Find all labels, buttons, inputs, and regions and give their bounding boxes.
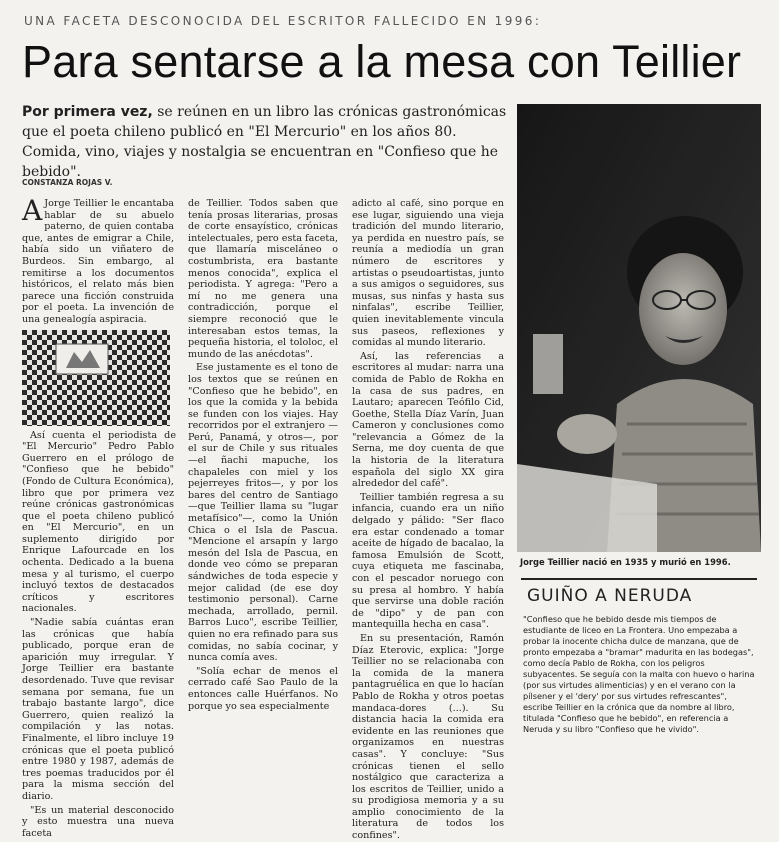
- paragraph: "Nadie sabía cuántas eran las crónicas que había publicado, porque eran de aparición muy irregular. Y Jorge Teillier era bastante desordenado. Tuve que revisar semana por semana, fue un trabajo bastante largo", dice Guerrero, quien realizó la compilación y las notas. Finalmente, el libro incluye 19 crónicas que el poeta publicó entre 1980 y 1987, además de tres poemas traducidos por él para la misma sección del diario.: [22, 617, 174, 802]
- sidebar-title: GUIÑO A NERUDA: [527, 586, 693, 606]
- article-kicker: UNA FACETA DESCONOCIDA DEL ESCRITOR FALLECIDO EN 1996:: [24, 14, 542, 28]
- paragraph: adicto al café, sino porque en ese lugar, siguiendo una vieja tradición del mundo literario, ya perdida en nuestro país, se reunía a mediodía un gran número de escritores y artistas o pseudoartistas, junto a sus amigos o seguidores, sus musas, sus ninfas y hasta sus ninfalas", escribe Teillier, quien inevitablemente vincula sus paseos, reflexiones y comidas al mundo literario.: [352, 198, 504, 349]
- photo-caption: Jorge Teillier nació en 1935 y murió en 1996.: [520, 557, 731, 567]
- paragraph: [22, 194, 174, 326]
- drop-cap: A: [22, 194, 43, 227]
- sidebar-body: "Confieso que he bebido desde mis tiempos de estudiante de liceo en La Frontera. Uno empezaba a probar la inocente chicha dulce de manzana, que de pronto empezaba a "bramar" madurita en las bodegas", como decía Pablo de Rokha, con los peligros subyacentes. Se seguía con la malta con huevo o harina (por sus virtudes alimenticias) y en el verano con la pílsener y el 'dery' por sus virtudes refrescantes", escribe Teillier en la crónica que da nombre al libro, titulada "Confieso que he bebido", en referencia a Neruda y su libro "Confieso que he vivido".: [523, 614, 755, 734]
- paragraph: "Solía echar de menos el cerrado café Sao Paulo de la entonces calle Huérfanos. No porque yo sea especialmente: [188, 665, 338, 712]
- deck-lead-rest: se reúnen en un libro las crónicas gastronómicas que el poeta chileno publicó en "El Mercurio" en los años 80. Comida, vino, viajes y nostalgia se encuentran en "Confieso que he bebido".: [22, 104, 507, 180]
- sidebar-box: [521, 578, 757, 794]
- article-deck: [22, 102, 512, 182]
- paragraph: [22, 328, 174, 616]
- paragraph: En su presentación, Ramón Díaz Eterovic, explica: "Jorge Teillier no se relacionaba con la comida de la manera pantagruélica en que lo hacían Pablo de Rokha y otros poetas mandaca-dores (...). Su distancia hacia la comida era evidente en las reuniones que organizamos en nuestras casas". Y concluye: "Sus crónicas tienen el sello nostálgico que caracteriza a los escritos de Teillier, unido a su prodigiosa memoria y a su amplio conocimiento de la literatura de todos los confines".: [352, 632, 504, 842]
- paragraph: "Es un material desconocido y esto muestra una nueva faceta: [22, 804, 174, 839]
- paragraph: Así, las referencias a escritores al mudar: narra una comida de Pablo de Rokha en la casa de sus padres, en Lautaro; aparecen Teófilo Cid, Goethe, Stella Díaz Varín, Juan Cameron y conclusiones como "relevancia a Gómez de la Serna, me doy cuenta de que la historia de la literatura española del siglo XX gira alrededor del café".: [352, 350, 504, 490]
- byline: CONSTANZA ROJAS V.: [22, 178, 113, 187]
- text-column-2: [188, 198, 338, 780]
- book-cover-image: [22, 330, 170, 426]
- text-column-3: [352, 198, 504, 842]
- paragraph: Teillier también regresa a su infancia, cuando era un niño delgado y pálido: "Ser flaco era estar condenado a tomar aceite de hígado de bacalao, la famosa Emulsión de Scott, cuya etiqueta me fascinaba, con el pescador noruego con su presa al hombro. Y había que servirse una doble ración de "dipo" y de pan con mantequilla hecha en casa".: [352, 491, 504, 631]
- paragraph-text: Así cuenta el periodista de "El Mercurio" Pedro Pablo Guerrero en el prólogo de "Confieso que he bebido" (Fondo de Cultura Económica), libro que por primera vez reúne crónicas gastronómicas que el poeta chileno publicó en "El Mercurio", en un suplemento dirigido por Enrique Lafourcade en los ochenta. Dedicado a la buena mesa y al turismo, el cuerpo incluyó textos de destacados críticos y escritores nacionales.: [22, 429, 176, 615]
- paragraph-text: Jorge Teillier le encantaba hablar de su abuelo paterno, de quien contaba que, antes de emigrar a Chile, había sido un viñatero de Burdeos. Sin embargo, al remitirse a los documentos históricos, el relato más bien parece una ficción construida por el poeta. La invención de una genealogía aspiracia.: [22, 198, 174, 325]
- text-column-1: [22, 194, 176, 839]
- portrait-photo: [517, 104, 761, 552]
- paragraph: de Teillier. Todos saben que tenía prosas literarias, prosas de corte ensayístico, crónicas intelectuales, pero esta faceta, que llamaría misceláneo o costumbrista, era bastante menos conocida", explica el periodista. Y agrega: "Pero a mí no me genera una contradicción, porque el siempre reconoció que le interesaban estos temas, la pequeña historia, el tololoc, el mundo de las anécdotas".: [188, 198, 338, 360]
- paragraph: Ese justamente es el tono de los textos que se reúnen en "Confieso que he bebido", en los que la comida y la bebida se funden con los viajes. Hay recorridos por el extranjero —Perú, Panamá, y otros—, por el sur de Chile y sus rituales —el ñachi mapuche, los chapaleles con miel y los pejerreyes fritos—, y por los bares del centro de Santiago —que Teillier llama su "lugar metafísico"—, como la Unión Chica o el Isla de Pascua. "Mencione el arsapín y largo mesón del Isla de Pascua, en donde veo cómo se preparan sándwiches de toda especie y mejor calidad (de ese doy testimonio personal). Carne mechada, arrollado, pernil. Barros Luco", escribe Teillier, quien no era refinado para sus comidas, no sabía cocinar, y nunca comía aves.: [188, 362, 338, 664]
- article-headline: Para sentarse a la mesa con Teillier: [22, 36, 742, 87]
- deck-lead-bold: Por primera vez,: [22, 104, 153, 120]
- portrait-illustration: [517, 104, 761, 552]
